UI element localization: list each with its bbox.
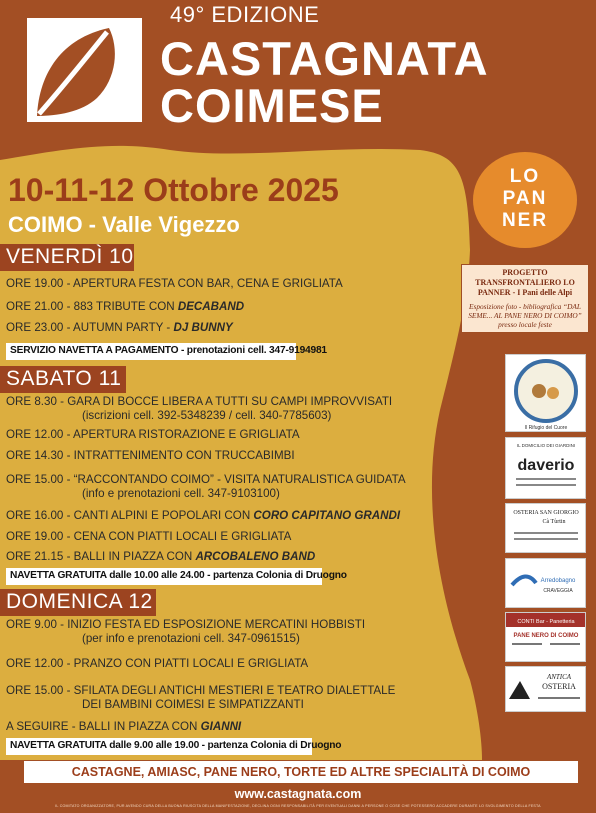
event-item: ORE 12.00 - PRANZO CON PIATTI LOCALI E GRIGLIATA bbox=[6, 657, 309, 670]
event-item: ORE 16.00 - CANTI ALPINI E POPOLARI CON CORO CAPITANO GRANDI bbox=[6, 509, 401, 522]
bath-logo-icon bbox=[506, 559, 586, 608]
day-heading-sunday: DOMENICA 12 bbox=[0, 589, 156, 616]
bakery-logo-icon bbox=[506, 613, 586, 662]
title-line-2: COIMESE bbox=[160, 79, 384, 132]
event-item: ORE 23.00 - AUTUMN PARTY - DJ BUNNY bbox=[6, 321, 233, 334]
osteria-logo-icon bbox=[506, 504, 586, 553]
project-body: Esposizione foto - bibliografica “DAL SEME... AL PANE NERO DI COIMO” presso locale feste bbox=[468, 302, 582, 329]
event-place: COIMO - Valle Vigezzo bbox=[8, 212, 240, 237]
event-item: ORE 19.00 - CENA CON PIATTI LOCALI E GRIGLIATA bbox=[6, 530, 292, 543]
lo-panner-line: PAN bbox=[502, 188, 548, 209]
event-dates: 10-11-12 Ottobre 2025 bbox=[8, 172, 339, 208]
svg-text:daverio: daverio bbox=[517, 457, 575, 474]
svg-text:CRAVEGGIA: CRAVEGGIA bbox=[543, 588, 573, 594]
lo-panner-line: LO bbox=[509, 166, 541, 187]
project-title: PROGETTO TRANSFRONTALIERO LO PANNER - I Pani delle Alpi bbox=[475, 268, 575, 297]
event-item: ORE 15.00 - SFILATA DEGLI ANTICHI MESTIERI E TEATRO DIALETTALE DEI BAMBINI COIMESI E SIMPATIZZANTI bbox=[6, 684, 396, 711]
mountain-logo-icon bbox=[506, 667, 586, 712]
chestnut-leaf-logo bbox=[27, 18, 142, 122]
event-item: ORE 19.00 - APERTURA FESTA CON BAR, CENA E GRIGLIATA bbox=[6, 277, 343, 290]
event-performer: DECABAND bbox=[177, 300, 245, 313]
day-heading-saturday: SABATO 11 bbox=[0, 366, 126, 393]
sponsor-logo bbox=[505, 666, 586, 712]
svg-text:ANTICA: ANTICA bbox=[546, 673, 572, 681]
disclaimer: IL COMITATO ORGANIZZATORE, PUR AVENDO CURA DELLA BUONA RIUSCITA DELLA MANIFESTAZIONE, DECLINA OGNI RESPONSABILITÀ PER EVENTUALI DANNI A PERSONE O COSE CHE POTESSERO ACCADERE DURANTE LO SVOLGIMENTO DELLA FESTA bbox=[55, 804, 541, 808]
event-item: ORE 15.00 - “RACCONTANDO COIMO” - VISITA NATURALISTICA GUIDATA (info e prenotazioni cell. 347-9103100) bbox=[6, 473, 406, 500]
sponsor-logo bbox=[505, 612, 586, 662]
day-heading-friday: VENERDÌ 10 bbox=[0, 244, 134, 271]
event-performer: CORO CAPITANO GRANDI bbox=[253, 509, 401, 522]
svg-text:Il Rifugio del Cuore: Il Rifugio del Cuore bbox=[524, 425, 568, 431]
garden-logo-icon bbox=[506, 438, 586, 499]
edition-label: 49° EDIZIONE bbox=[170, 2, 320, 27]
svg-text:Arredobagno: Arredobagno bbox=[540, 578, 576, 584]
lo-panner-line: NER bbox=[501, 210, 549, 231]
event-performer: DJ BUNNY bbox=[173, 321, 233, 334]
dog-cat-badge-icon bbox=[506, 355, 586, 432]
event-item: ORE 9.00 - INIZIO FESTA ED ESPOSIZIONE MERCATINI HOBBISTI (per info e prenotazioni cell. 347-0961515) bbox=[6, 618, 366, 645]
sponsor-logo bbox=[505, 354, 586, 432]
shuttle-bar: NAVETTA GRATUITA dalle 9.00 alle 19.00 - partenza Colonia di Druogno bbox=[6, 738, 312, 755]
event-item: ORE 8.30 - GARA DI BOCCE LIBERA A TUTTI SU CAMPI IMPROVVISATI (iscrizioni cell. 392-5348239 / cell. 340-7785603) bbox=[6, 395, 393, 422]
event-item: ORE 14.30 - INTRATTENIMENTO CON TRUCCABIMBI bbox=[6, 449, 295, 462]
sponsor-logo bbox=[505, 437, 586, 499]
svg-text:OSTERIA SAN GIORGIO: OSTERIA SAN GIORGIO bbox=[513, 510, 579, 516]
specialties-bar: CASTAGNE, AMIASC, PANE NERO, TORTE ED ALTRE SPECIALITÀ DI COIMO bbox=[24, 761, 578, 783]
event-performer: ARCOBALENO BAND bbox=[195, 550, 316, 563]
event-item: A SEGUIRE - BALLI IN PIAZZA CON GIANNI bbox=[6, 720, 242, 733]
svg-text:OSTERIA: OSTERIA bbox=[542, 682, 576, 691]
svg-text:IL DOMICILIO DEI GIARDINI: IL DOMICILIO DEI GIARDINI bbox=[516, 443, 576, 448]
lo-panner-logo bbox=[473, 152, 577, 248]
project-info-box bbox=[461, 264, 589, 333]
event-item: ORE 21.15 - BALLI IN PIAZZA CON ARCOBALENO BAND bbox=[6, 550, 316, 563]
title-line-1: CASTAGNATA bbox=[160, 32, 489, 85]
event-item: ORE 12.00 - APERTURA RISTORAZIONE E GRIGLIATA bbox=[6, 428, 300, 441]
sponsor-logo bbox=[505, 503, 586, 553]
sponsor-logo bbox=[505, 558, 586, 608]
svg-text:CONTI Bar - Panetteria: CONTI Bar - Panetteria bbox=[517, 619, 575, 625]
event-item: ORE 21.00 - 883 TRIBUTE CON DECABAND bbox=[6, 300, 245, 313]
svg-text:PANE NERO DI COIMO: PANE NERO DI COIMO bbox=[513, 633, 579, 639]
event-performer: GIANNI bbox=[200, 720, 242, 733]
website-url: www.castagnata.com bbox=[234, 787, 362, 801]
shuttle-bar: SERVIZIO NAVETTA A PAGAMENTO - prenotazioni cell. 347-9194981 bbox=[6, 343, 296, 360]
svg-text:Cà Tùrtin: Cà Tùrtin bbox=[542, 519, 566, 525]
shuttle-bar: NAVETTA GRATUITA dalle 10.00 alle 24.00 - partenza Colonia di Druogno bbox=[6, 568, 322, 585]
